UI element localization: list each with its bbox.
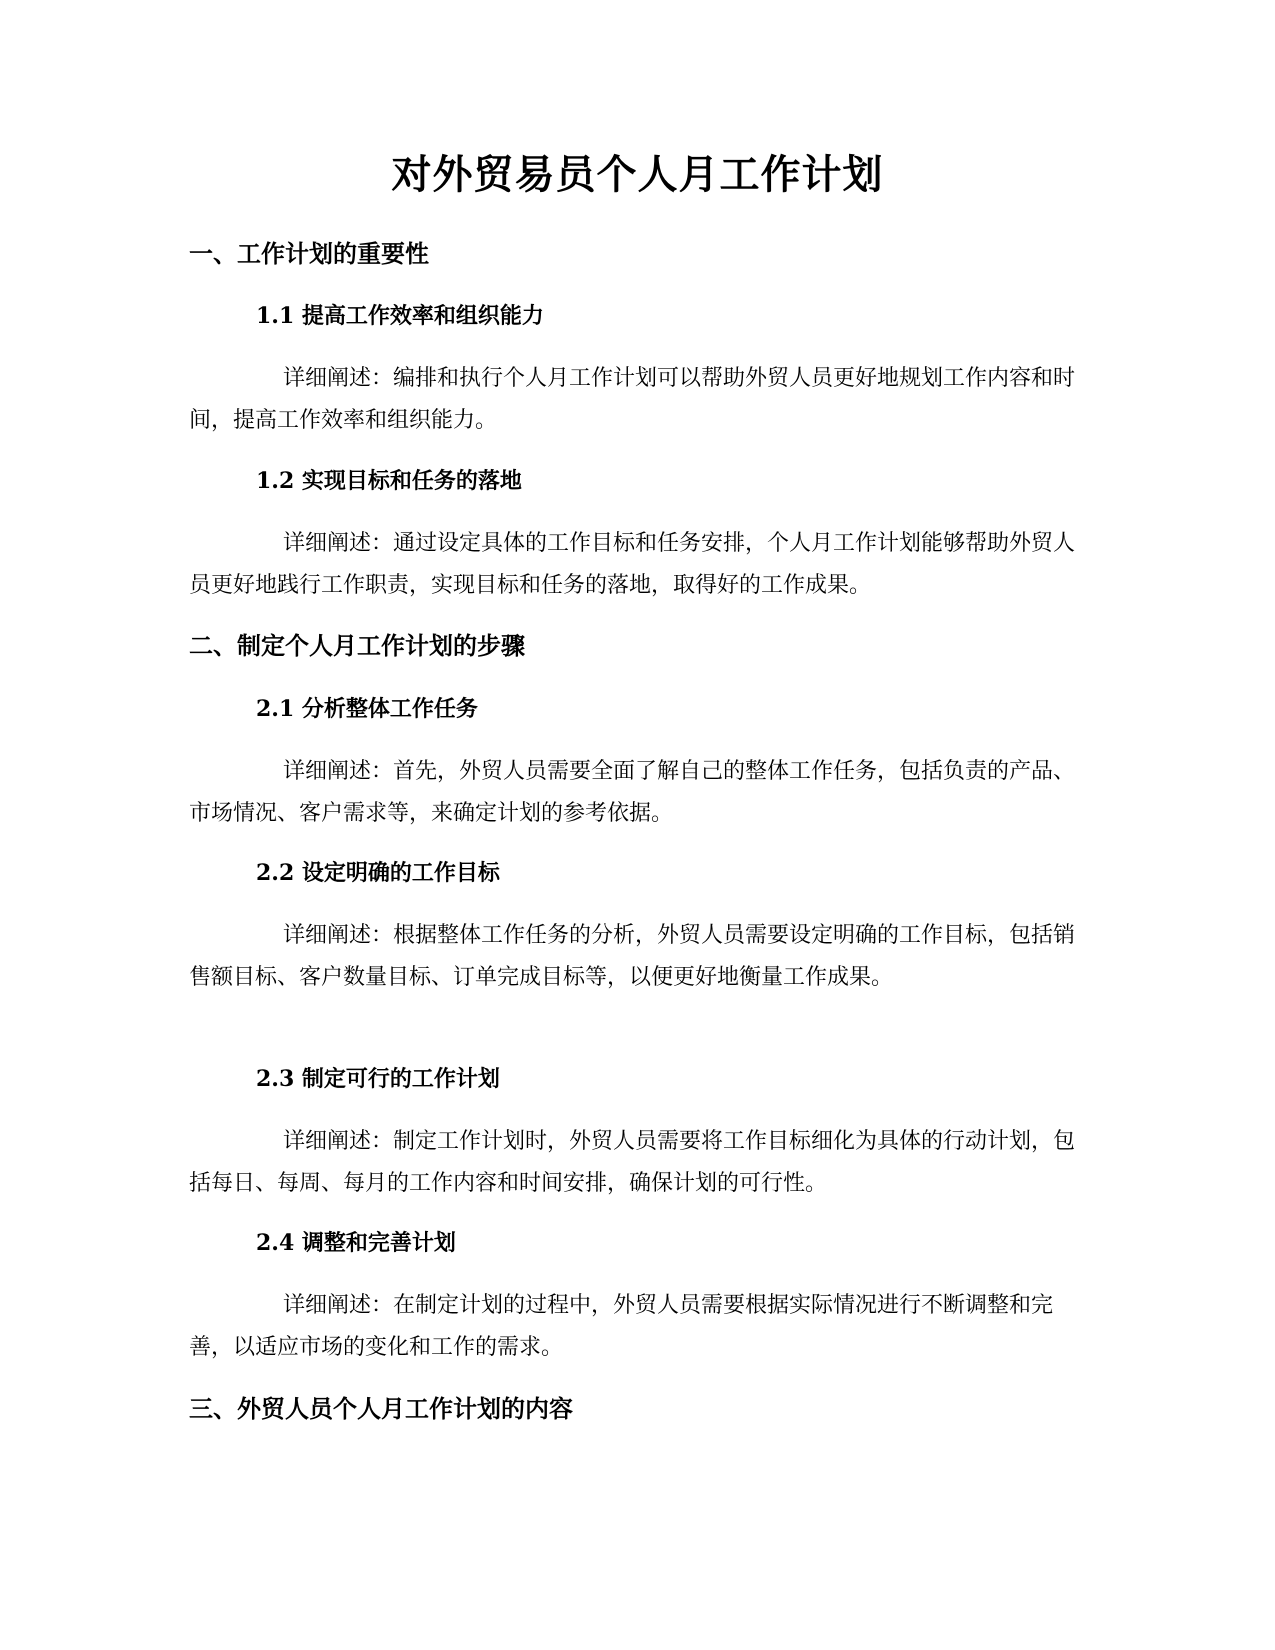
subsection-heading-2-1: 2.1 分析整体工作任务 (256, 696, 478, 722)
document-title: 对外贸易员个人月工作计划 (391, 152, 884, 198)
paragraph-2-4: 详细阐述：在制定计划的过程中，外贸人员需要根据实际情况进行不断调整和完善，以适应市场的变化和工作的需求。 (189, 1293, 1054, 1360)
section-heading-2: 二、制定个人月工作计划的步骤 (189, 632, 525, 660)
paragraph-2-3: 详细阐述：制定工作计划时，外贸人员需要将工作目标细化为具体的行动计划，包括每日、每周、每月的工作内容和时间安排，确保计划的可行性。 (189, 1129, 1076, 1196)
section-heading-1: 一、工作计划的重要性 (189, 240, 429, 268)
section-heading-3: 三、外贸人员个人月工作计划的内容 (189, 1395, 573, 1423)
subsection-heading-2-2: 2.2 设定明确的工作目标 (256, 860, 500, 886)
paragraph-2-2: 详细阐述：根据整体工作任务的分析，外贸人员需要设定明确的工作目标，包括销售额目标、客户数量目标、订单完成目标等，以便更好地衡量工作成果。 (189, 923, 1076, 990)
subsection-heading-1-1: 1.1 提高工作效率和组织能力 (256, 303, 544, 329)
subsection-heading-2-3: 2.3 制定可行的工作计划 (256, 1066, 500, 1092)
paragraph-1-2: 详细阐述：通过设定具体的工作目标和任务安排，个人月工作计划能够帮助外贸人员更好地践行工作职责，实现目标和任务的落地，取得好的工作成果。 (189, 531, 1076, 598)
paragraph-2-1: 详细阐述：首先，外贸人员需要全面了解自己的整体工作任务，包括负责的产品、市场情况、客户需求等，来确定计划的参考依据。 (189, 759, 1076, 826)
subsection-heading-2-4: 2.4 调整和完善计划 (256, 1230, 456, 1256)
paragraph-1-1: 详细阐述：编排和执行个人月工作计划可以帮助外贸人员更好地规划工作内容和时间，提高工作效率和组织能力。 (189, 366, 1076, 433)
subsection-heading-1-2: 1.2 实现目标和任务的落地 (256, 468, 522, 494)
